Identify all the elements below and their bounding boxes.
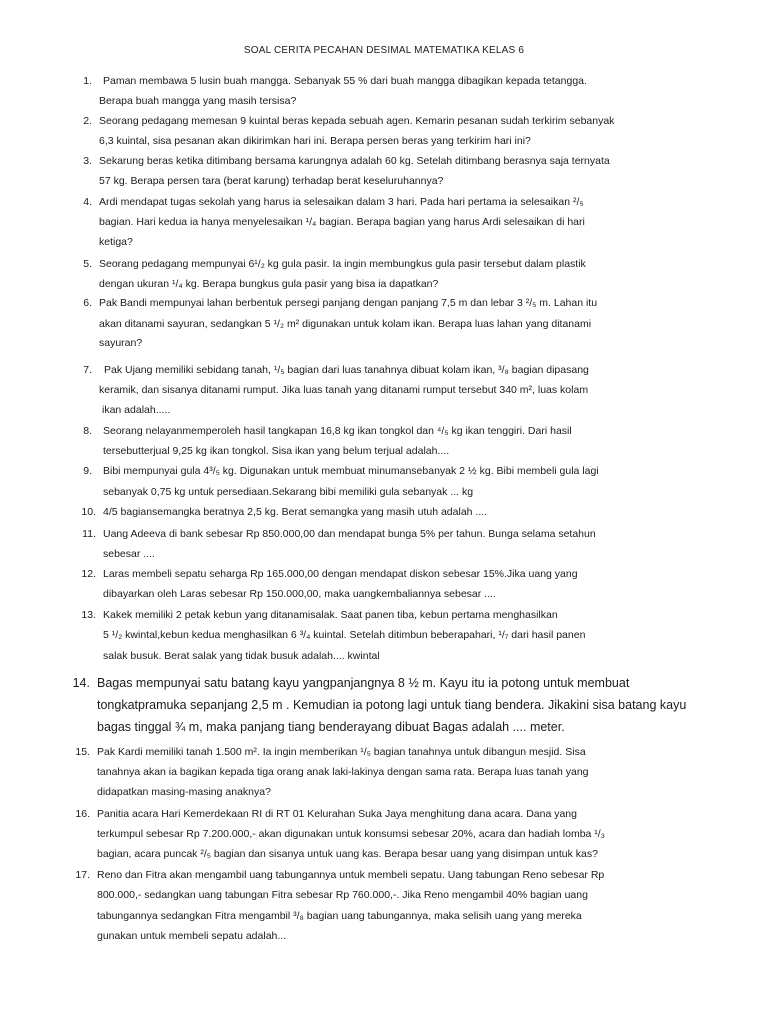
question-number: 13. (81, 609, 96, 621)
question-text-line: Sekarung beras ketika ditimbang bersama karungnya adalah 60 kg. Setelah ditimbang berasnya saja ternyata (99, 155, 610, 167)
question-text-line: 4/5 bagiansemangka beratnya 2,5 kg. Berat semangka yang masih utuh adalah .... (103, 506, 488, 518)
question-text-line: Paman membawa 5 lusin buah mangga. Sebanyak 55 % dari buah mangga dibagikan kepada tetangga. (103, 75, 587, 87)
question-number: 1. (83, 75, 92, 87)
question-text-line: bagian, acara puncak ²/₅ bagian dan sisanya untuk uang kas. Berapa besar uang yang disimpan untuk kas? (97, 848, 598, 860)
question-text-line: akan ditanami sayuran, sedangkan 5 ¹/₂ m² digunakan untuk kolam ikan. Berapa luas lahan yang ditanami (99, 318, 592, 330)
question-text-line: bagas tinggal ¾ m, maka panjang tiang benderayang dibuat Bagas adalah .... meter. (97, 720, 565, 734)
question-text-line: Seorang nelayanmemperoleh hasil tangkapan 16,8 kg ikan tongkol dan ⁴/₅ kg ikan tenggiri. Dari hasil (103, 425, 572, 437)
question-text-line: Bibi mempunyai gula 4³/₅ kg. Digunakan untuk membuat minumansebanyak 2 ½ kg. Bibi membeli gula lagi (103, 465, 599, 477)
question-number: 8. (83, 425, 92, 437)
question-text-line: Pak Kardi memiliki tanah 1.500 m². Ia ingin memberikan ¹/₅ bagian tanahnya untuk dibangun mesjid. Sisa (97, 746, 586, 758)
worksheet-title: SOAL CERITA PECAHAN DESIMAL MATEMATIKA KELAS 6 (243, 45, 525, 56)
question-text-line: gunakan untuk membeli sepatu adalah... (97, 930, 287, 942)
question-number: 17. (75, 869, 90, 881)
question-text-line: Pak Ujang memiliki sebidang tanah, ¹/₅ bagian dari luas tanahnya dibuat kolam ikan, ³/₈ bagian dipasang (104, 364, 589, 376)
question-text-line: Ardi mendapat tugas sekolah yang harus ia selesaikan dalam 3 hari. Pada hari pertama ia selesaikan ²/₅ (99, 196, 584, 208)
question-text-line: didapatkan masing-masing anaknya? (97, 786, 271, 798)
question-text-line: dibayarkan oleh Laras sebesar Rp 150.000,00, maka uangkembaliannya sebesar .... (103, 588, 496, 600)
question-number: 6. (83, 297, 92, 309)
question-text-line: terkumpul sebesar Rp 7.200.000,- akan digunakan untuk konsumsi sebesar 20%, acara dan hadiah lomba ¹/₃ (97, 828, 605, 840)
question-number: 3. (83, 155, 92, 167)
question-text-line: Laras membeli sepatu seharga Rp 165.000,00 dengan mendapat diskon sebesar 15%.Jika uang yang (103, 568, 578, 580)
question-text-line: tongkatpramuka sepanjang 2,5 m . Kemudian ia potong lagi untuk tiang bendera. Jikakini sisa batang kayu (97, 698, 687, 712)
question-text-line: sayuran? (99, 337, 143, 349)
question-text-line: Reno dan Fitra akan mengambil uang tabungannya untuk membeli sepatu. Uang tabungan Reno sebesar Rp (97, 869, 605, 881)
question-number: 14. (72, 676, 90, 690)
question-text-line: Pak Bandi mempunyai lahan berbentuk persegi panjang dengan panjang 7,5 m dan lebar 3 ²/₅ m. Lahan itu (99, 297, 598, 309)
question-number: 4. (83, 196, 92, 208)
question-number: 15. (75, 746, 90, 758)
question-text-line: sebanyak 0,75 kg untuk persediaan.Sekarang bibi memiliki gula sebanyak ... kg (103, 486, 474, 498)
question-text-line: keramik, dan sisanya ditanami rumput. Jika luas tanah yang ditanami rumput tersebut 340 m², luas kolam (99, 384, 589, 396)
question-number: 7. (83, 364, 92, 376)
question-number: 11. (82, 528, 96, 540)
question-number: 5. (83, 258, 92, 270)
question-text-line: 5 ¹/₂ kwintal,kebun kedua menghasilkan 6 ³/₄ kuintal. Setelah ditimbun beberapahari, ¹/₇ dari hasil panen (103, 629, 586, 641)
question-text-line: tersebutterjual 9,25 kg ikan tongkol. Sisa ikan yang belum terjual adalah.... (103, 445, 450, 457)
question-text-line: ketiga? (99, 236, 133, 248)
question-text-line: sebesar .... (103, 548, 155, 560)
question-text-line: Kakek memiliki 2 petak kebun yang ditanamisalak. Saat panen tiba, kebun pertama menghasilkan (103, 609, 558, 621)
question-text-line: Uang Adeeva di bank sebesar Rp 850.000,00 dan mendapat bunga 5% per tahun. Bunga selama setahun (103, 528, 596, 540)
question-text-line: 800.000,- sedangkan uang tabungan Fitra sebesar Rp 760.000,-. Jika Reno mengambil 40% bagian uang (97, 889, 588, 901)
question-number: 10. (81, 506, 96, 518)
question-text-line: 6,3 kuintal, sisa pesanan akan dikirimkan hari ini. Berapa persen beras yang terkirim hari ini? (99, 135, 531, 147)
question-text-line: Berapa buah mangga yang masih tersisa? (99, 95, 297, 107)
question-number: 16. (75, 808, 90, 820)
question-text-line: ikan adalah..... (102, 404, 171, 416)
question-number: 9. (83, 465, 92, 477)
question-text-line: 57 kg. Berapa persen tara (berat karung) terhadap berat keseluruhannya? (99, 175, 444, 187)
question-text-line: Panitia acara Hari Kemerdekaan RI di RT 01 Kelurahan Suka Jaya menghitung dana acara. Dana yang (97, 808, 577, 820)
question-text-line: dengan ukuran ¹/₄ kg. Berapa bungkus gula pasir yang bisa ia dapatkan? (99, 278, 439, 290)
question-text-line: salak busuk. Berat salak yang tidak busuk adalah.... kwintal (103, 650, 380, 662)
question-text-line: bagian. Hari kedua ia hanya menyelesaikan ¹/₄ bagian. Berapa bagian yang harus Ardi selesaikan di hari (99, 216, 585, 228)
question-text-line: tabungannya sedangkan Fitra mengambil ³/₈ bagian uang tabungannya, maka selisih uang yang mereka (97, 910, 582, 922)
question-text-line: Bagas mempunyai satu batang kayu yangpanjangnya 8 ½ m. Kayu itu ia potong untuk membuat (97, 676, 630, 690)
question-number: 2. (83, 115, 92, 127)
question-text-line: Seorang pedagang mempunyai 6¹/₂ kg gula pasir. Ia ingin membungkus gula pasir tersebut dalam plastik (99, 258, 586, 270)
question-text-line: tanahnya akan ia bagikan kepada tiga orang anak laki-lakinya dengan sama rata. Berapa luas tanah yang (97, 766, 589, 778)
question-text-line: Seorang pedagang memesan 9 kuintal beras kepada sebuah agen. Kemarin pesanan sudah terkirim sebanyak (99, 115, 615, 127)
question-number: 12. (81, 568, 96, 580)
